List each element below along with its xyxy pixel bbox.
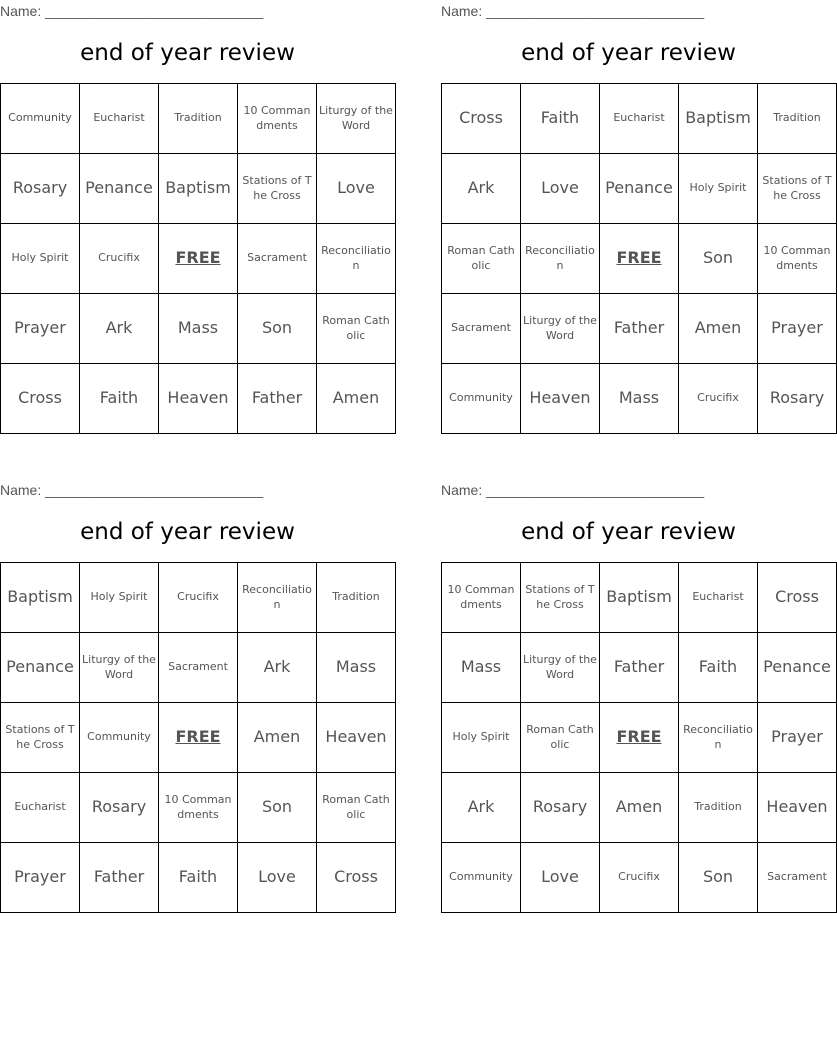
grid-cell: Crucifix bbox=[159, 563, 238, 633]
grid-cell: Mass bbox=[159, 294, 238, 364]
grid-cell: Stations of The Cross bbox=[238, 154, 317, 224]
grid-cell: Eucharist bbox=[600, 84, 679, 154]
grid-row bbox=[442, 154, 837, 224]
grid-cell: Heaven bbox=[758, 773, 837, 843]
grid-row bbox=[1, 843, 396, 913]
grid-cell: Mass bbox=[600, 364, 679, 434]
free-space: FREE bbox=[159, 703, 238, 773]
grid-cell: Love bbox=[317, 154, 396, 224]
grid-cell: Liturgy of the Word bbox=[521, 633, 600, 703]
grid-cell: Prayer bbox=[758, 294, 837, 364]
grid-cell: Eucharist bbox=[80, 84, 159, 154]
grid-cell: Reconciliation bbox=[317, 224, 396, 294]
grid-row bbox=[1, 224, 396, 294]
grid-cell: Ark bbox=[80, 294, 159, 364]
grid-cell: Penance bbox=[1, 633, 80, 703]
grid-cell: Sacrament bbox=[758, 843, 837, 913]
grid-cell: Baptism bbox=[600, 563, 679, 633]
grid-cell: Faith bbox=[679, 633, 758, 703]
grid-row bbox=[1, 703, 396, 773]
name-line: Name: ____________________________ bbox=[441, 3, 705, 19]
grid-row bbox=[442, 563, 837, 633]
grid-cell: Rosary bbox=[80, 773, 159, 843]
grid-cell: 10 Commandments bbox=[238, 84, 317, 154]
grid-cell: Heaven bbox=[159, 364, 238, 434]
grid-row bbox=[442, 364, 837, 434]
grid-cell: 10 Commandments bbox=[159, 773, 238, 843]
grid-cell: Roman Catholic bbox=[317, 773, 396, 843]
grid-row bbox=[442, 633, 837, 703]
grid-row bbox=[1, 364, 396, 434]
name-line: Name: ____________________________ bbox=[441, 482, 705, 498]
grid-cell: Father bbox=[238, 364, 317, 434]
grid-cell: Roman Catholic bbox=[521, 703, 600, 773]
grid-cell: Faith bbox=[80, 364, 159, 434]
bingo-grid bbox=[441, 83, 837, 434]
grid-cell: Ark bbox=[442, 773, 521, 843]
grid-cell: Love bbox=[521, 154, 600, 224]
grid-cell: Baptism bbox=[159, 154, 238, 224]
grid-row bbox=[1, 84, 396, 154]
grid-cell: Son bbox=[679, 843, 758, 913]
grid-cell: Love bbox=[238, 843, 317, 913]
grid-cell: Love bbox=[521, 843, 600, 913]
grid-cell: Heaven bbox=[521, 364, 600, 434]
bingo-grid bbox=[0, 83, 396, 434]
grid-cell: Liturgy of the Word bbox=[521, 294, 600, 364]
grid-cell: Roman Catholic bbox=[442, 224, 521, 294]
grid-cell: Mass bbox=[317, 633, 396, 703]
grid-cell: Rosary bbox=[521, 773, 600, 843]
grid-cell: Son bbox=[238, 294, 317, 364]
grid-row bbox=[442, 773, 837, 843]
grid-cell: Stations of The Cross bbox=[758, 154, 837, 224]
grid-row bbox=[442, 294, 837, 364]
grid-cell: Father bbox=[600, 294, 679, 364]
grid-cell: Holy Spirit bbox=[679, 154, 758, 224]
grid-cell: Sacrament bbox=[238, 224, 317, 294]
grid-row bbox=[442, 84, 837, 154]
grid-cell: Amen bbox=[317, 364, 396, 434]
card-title: end of year review bbox=[521, 40, 736, 66]
grid-cell: Liturgy of the Word bbox=[80, 633, 159, 703]
grid-cell: Roman Catholic bbox=[317, 294, 396, 364]
grid-cell: Community bbox=[1, 84, 80, 154]
grid-cell: Amen bbox=[679, 294, 758, 364]
grid-row bbox=[1, 563, 396, 633]
grid-cell: Son bbox=[679, 224, 758, 294]
grid-cell: Community bbox=[80, 703, 159, 773]
grid-cell: Reconciliation bbox=[238, 563, 317, 633]
card-title: end of year review bbox=[80, 40, 295, 66]
grid-cell: Cross bbox=[758, 563, 837, 633]
grid-cell: Reconciliation bbox=[679, 703, 758, 773]
name-line: Name: ____________________________ bbox=[0, 482, 264, 498]
grid-cell: Penance bbox=[600, 154, 679, 224]
grid-cell: Eucharist bbox=[1, 773, 80, 843]
grid-cell: Stations of The Cross bbox=[521, 563, 600, 633]
name-line: Name: ____________________________ bbox=[0, 3, 264, 19]
grid-cell: Son bbox=[238, 773, 317, 843]
grid-cell: Rosary bbox=[1, 154, 80, 224]
grid-cell: Prayer bbox=[758, 703, 837, 773]
grid-cell: Reconciliation bbox=[521, 224, 600, 294]
grid-cell: Tradition bbox=[159, 84, 238, 154]
grid-row bbox=[1, 773, 396, 843]
grid-cell: Heaven bbox=[317, 703, 396, 773]
grid-cell: Liturgy of the Word bbox=[317, 84, 396, 154]
grid-cell: Amen bbox=[600, 773, 679, 843]
grid-cell: Cross bbox=[442, 84, 521, 154]
grid-cell: Crucifix bbox=[679, 364, 758, 434]
grid-cell: 10 Commandments bbox=[758, 224, 837, 294]
grid-cell: Ark bbox=[238, 633, 317, 703]
grid-cell: Stations of The Cross bbox=[1, 703, 80, 773]
grid-cell: Crucifix bbox=[80, 224, 159, 294]
grid-row bbox=[1, 154, 396, 224]
grid-cell: Father bbox=[80, 843, 159, 913]
bingo-grid bbox=[441, 562, 837, 913]
grid-cell: Cross bbox=[317, 843, 396, 913]
grid-cell: Crucifix bbox=[600, 843, 679, 913]
free-space: FREE bbox=[600, 703, 679, 773]
grid-cell: Holy Spirit bbox=[442, 703, 521, 773]
grid-cell: Mass bbox=[442, 633, 521, 703]
card-title: end of year review bbox=[521, 519, 736, 545]
grid-cell: Amen bbox=[238, 703, 317, 773]
grid-cell: Eucharist bbox=[679, 563, 758, 633]
free-space: FREE bbox=[600, 224, 679, 294]
grid-cell: Tradition bbox=[317, 563, 396, 633]
grid-cell: Community bbox=[442, 364, 521, 434]
grid-cell: Tradition bbox=[679, 773, 758, 843]
grid-cell: Tradition bbox=[758, 84, 837, 154]
grid-cell: 10 Commandments bbox=[442, 563, 521, 633]
grid-cell: Cross bbox=[1, 364, 80, 434]
grid-row bbox=[442, 843, 837, 913]
card-title: end of year review bbox=[80, 519, 295, 545]
free-space: FREE bbox=[159, 224, 238, 294]
grid-cell: Holy Spirit bbox=[80, 563, 159, 633]
grid-cell: Community bbox=[442, 843, 521, 913]
grid-cell: Faith bbox=[159, 843, 238, 913]
grid-cell: Prayer bbox=[1, 294, 80, 364]
bingo-grid bbox=[0, 562, 396, 913]
grid-row bbox=[442, 224, 837, 294]
grid-cell: Baptism bbox=[1, 563, 80, 633]
grid-cell: Penance bbox=[758, 633, 837, 703]
grid-cell: Sacrament bbox=[442, 294, 521, 364]
grid-row bbox=[1, 633, 396, 703]
grid-cell: Father bbox=[600, 633, 679, 703]
grid-cell: Rosary bbox=[758, 364, 837, 434]
grid-cell: Holy Spirit bbox=[1, 224, 80, 294]
grid-row bbox=[1, 294, 396, 364]
grid-cell: Ark bbox=[442, 154, 521, 224]
grid-cell: Penance bbox=[80, 154, 159, 224]
grid-row bbox=[442, 703, 837, 773]
grid-cell: Sacrament bbox=[159, 633, 238, 703]
grid-cell: Faith bbox=[521, 84, 600, 154]
grid-cell: Prayer bbox=[1, 843, 80, 913]
grid-cell: Baptism bbox=[679, 84, 758, 154]
